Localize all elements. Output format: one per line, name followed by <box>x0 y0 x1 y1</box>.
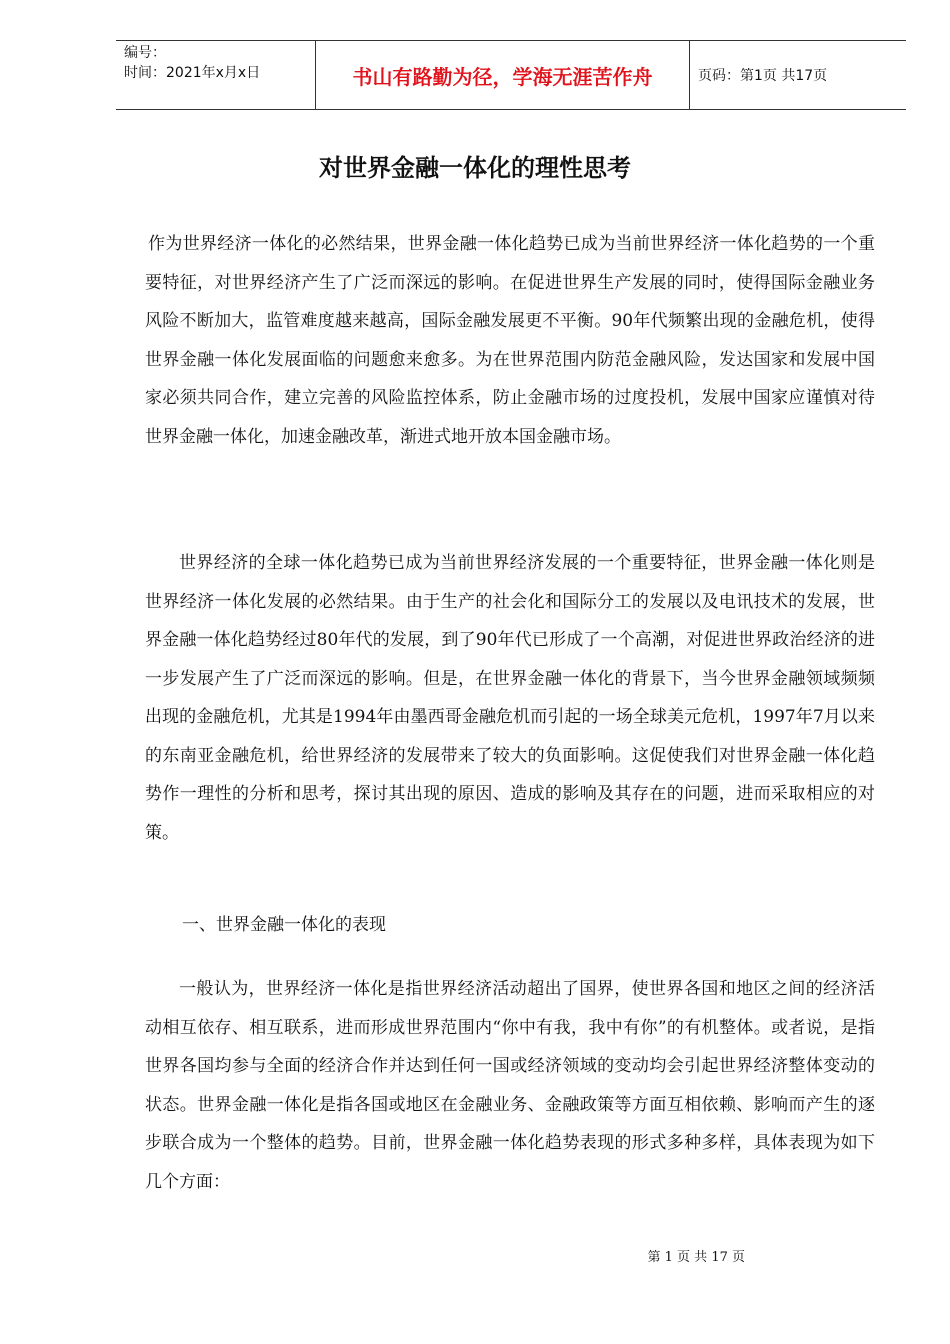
header-page-info: 页码：第1页 共17页 <box>698 68 828 84</box>
number-label: 编号： <box>124 45 166 61</box>
document-title: 对世界金融一体化的理性思考 <box>319 153 631 182</box>
section-heading: 一、世界金融一体化的表现 <box>182 915 386 935</box>
paragraph-abstract: 作为世界经济一体化的必然结果，世界金融一体化趋势已成为当前世界经济一体化趋势的一个重要特征，对世界经济产生了广泛而深远的影响。在促进世界生产发展的同时，使得国际金融业务风险不断加大，监管难度越来越高，国际金融发展更不平衡。90年代频繁出现的金融危机，使得世界金融一体化发展面临的问题愈来愈多。为在世界范围内防范金融风险，发达国家和发展中国家必须共同合作，建立完善的风险监控体系，防止金融市场的过度投机，发展中国家应谨慎对待世界金融一体化，加速金融改革，渐进式地开放本国金融市场。 <box>145 234 875 447</box>
paragraph-intro: 世界经济的全球一体化趋势已成为当前世界经济发展的一个重要特征，世界金融一体化则是世界经济一体化发展的必然结果。由于生产的社会化和国际分工的发展以及电讯技术的发展，世界金融一体化趋势经过80年代的发展，到了90年代已形成了一个高潮，对促进世界政治经济的进一步发展产生了广泛而深远的影响。但是，在世界金融一体化的背景下，当今世界金融领域频频出现的金融危机，尤其是1994年由墨西哥金融危机而引起的一场全球美元危机，1997年7月以来的东南亚金融危机，给世界经济的发展带来了较大的负面影响。这促使我们对世界金融一体化趋势作一理性的分析和思考，探讨其出现的原因、造成的影响及其存在的问题，进而采取相应的对策。 <box>145 553 875 843</box>
header-meta <box>116 41 316 109</box>
paragraph-body: 一般认为，世界经济一体化是指世界经济活动超出了国界，使世界各国和地区之间的经济活动相互依存、相互联系，进而形成世界范围内“你中有我，我中有你”的有机整体。或者说，是指世界各国均参与全面的经济合作并达到任何一国或经济领域的变动均会引起世界经济整体变动的状态。世界金融一体化是指各国或地区在金融业务、金融政策等方面互相依赖、影响而产生的逐步联合成为一个整体的趋势。目前，世界金融一体化趋势表现的形式多种多样，具体表现为如下几个方面： <box>145 979 875 1192</box>
page-footer: 第 1 页 共 17 页 <box>647 1250 745 1265</box>
header-table <box>116 40 906 110</box>
header-motto: 书山有路勤为径，学海无涯苦作舟 <box>316 41 690 109</box>
time-label: 时间：2021年x月x日 <box>124 65 261 81</box>
